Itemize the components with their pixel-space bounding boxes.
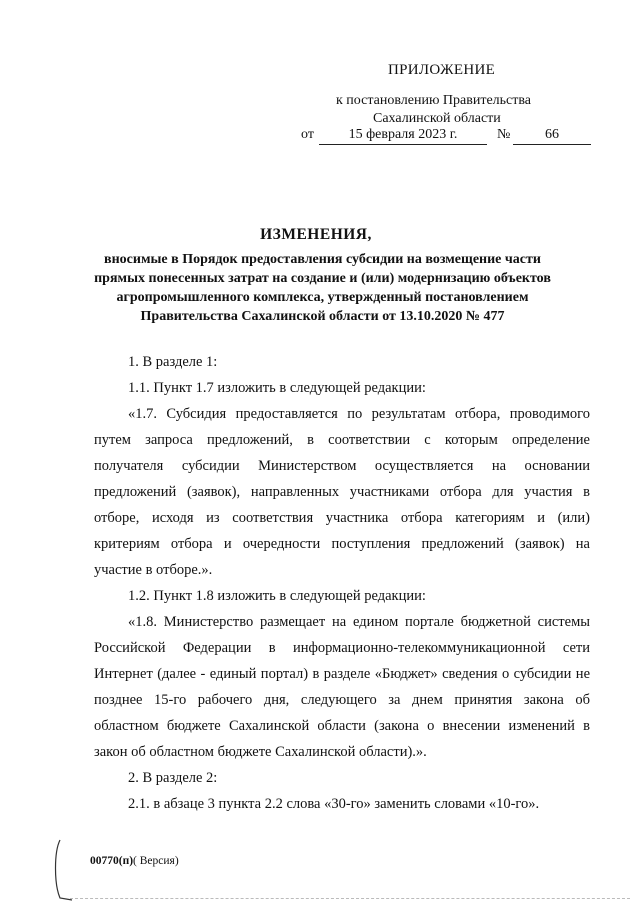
resolution-number: 66 — [513, 127, 591, 145]
from-label: от — [301, 127, 314, 142]
subtitle-line: прямых понесенных затрат на создание и (или) модернизацию объектов — [94, 271, 551, 286]
subtitle-line: Правительства Сахалинской области от 13.10.2020 № 477 — [140, 309, 505, 324]
body-line: закон об областном бюджете Сахалинской области).». — [94, 744, 427, 760]
body-line: предложений (заявок), направленных участниками отбора для участия в — [94, 484, 590, 500]
resolution-date-number — [301, 127, 601, 149]
body-line: областном бюджете Сахалинской области (закона о внесении изменений в — [94, 718, 590, 734]
body-line: 1.2. Пункт 1.8 изложить в следующей редакции: — [128, 588, 426, 604]
document-subtitle — [60, 250, 585, 326]
body-line: участие в отборе.». — [94, 562, 213, 578]
appendix-heading: ПРИЛОЖЕНИЕ — [388, 62, 496, 78]
body-line: критериям отбора и очередности поступления предложений (заявок) на — [94, 536, 590, 552]
body-line: позднее 15-го рабочего дня, следующего за днем принятия закона об — [94, 692, 590, 708]
document-code: 00770(п) — [90, 855, 134, 867]
body-line: «1.7. Субсидия предоставляется по результатам отбора, проводимого — [128, 406, 590, 422]
body-line: получателя субсидии Министерством осуществляется на основании — [94, 458, 590, 474]
resolution-reference-line2: Сахалинской области — [373, 111, 501, 126]
document-version: ( Версия) — [133, 855, 179, 867]
resolution-reference-line1: к постановлению Правительства — [336, 93, 532, 108]
body-line: путем запроса предложений, в соответствии с которым определение — [94, 432, 590, 448]
number-sign: № — [497, 127, 511, 142]
subtitle-line: вносимые в Порядок предоставления субсидии на возмещение части — [104, 252, 541, 267]
document-body — [94, 349, 590, 817]
subtitle-line: агропромышленного комплекса, утвержденный постановлением — [116, 290, 529, 305]
body-line: Интернет (далее - единый портал) в разделе «Бюджет» сведения о субсидии не — [94, 666, 590, 682]
document-title: ИЗМЕНЕНИЯ, — [260, 226, 372, 243]
body-line: отборе, исходя из соответствия участника отбора категориям и (или) — [94, 510, 590, 526]
body-line: 1. В разделе 1: — [128, 354, 218, 370]
margin-bracket-mark — [46, 838, 76, 902]
resolution-date: 15 февраля 2023 г. — [319, 127, 487, 145]
scan-edge-line — [70, 898, 630, 901]
body-line: «1.8. Министерство размещает на едином портале бюджетной системы — [128, 614, 590, 630]
body-line: 1.1. Пункт 1.7 изложить в следующей редакции: — [128, 380, 426, 396]
document-footer — [90, 855, 179, 867]
body-line: 2. В разделе 2: — [128, 770, 218, 786]
body-line: 2.1. в абзаце 3 пункта 2.2 слова «30-го» заменить словами «10-го». — [128, 796, 540, 812]
body-line: Российской Федерации в информационно-телекоммуникационной сети — [94, 640, 590, 656]
